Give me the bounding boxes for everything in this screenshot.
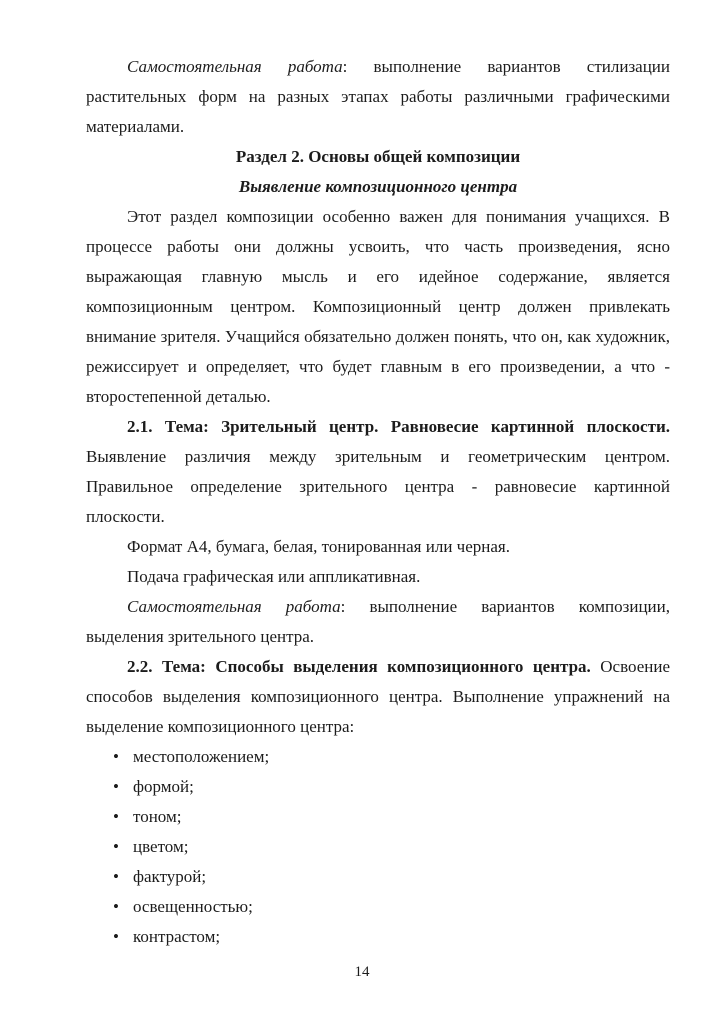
paragraph-selfwork-1 [86, 52, 670, 142]
selfwork-1-rest: : выполнение вариантов стилизации растительных форм на разных этапах работы различными графическими материалами. [86, 57, 670, 136]
topic-2-2-rest: Освоение способов выделения композиционного центра. Выполнение упражнений на выделение композиционного центра: [86, 657, 670, 736]
list-item-label: освещенностью; [133, 897, 253, 916]
paragraph-topic-2-1 [86, 412, 670, 532]
list-item-label: формой; [133, 777, 194, 796]
topic-2-2-lead: 2.2. Тема: Способы выделения композиционного центра. [127, 657, 591, 676]
list-item [86, 832, 670, 862]
list-item [86, 862, 670, 892]
topic-2-1-rest: Выявление различия между зрительным и геометрическим центром. Правильное определение зрительного центра - равновесие картинной плоскости. [86, 447, 670, 526]
list-item [86, 772, 670, 802]
topic-2-1-lead: 2.1. Тема: Зрительный центр. Равновесие картинной плоскости. [127, 417, 670, 436]
list-item [86, 922, 670, 952]
paragraph-podacha: Подача графическая или аппликативная. [127, 567, 421, 586]
section-subheading: Выявление композиционного центра [238, 177, 518, 196]
page-number: 14 [354, 964, 370, 980]
bullet-icon [113, 892, 119, 922]
selfwork-2-lead: Самостоятельная работа [127, 597, 341, 616]
paragraph-selfwork-2 [86, 592, 670, 652]
bullet-icon [113, 862, 119, 892]
bullet-list [86, 742, 670, 952]
paragraph-format: Формат А4, бумага, белая, тонированная или черная. [127, 537, 510, 556]
list-item [86, 742, 670, 772]
bullet-icon [113, 742, 119, 772]
list-item-label: тоном; [133, 807, 182, 826]
list-item-label: фактурой; [133, 867, 207, 886]
list-item-label: контрастом; [133, 927, 221, 946]
selfwork-1-lead: Самостоятельная работа [127, 57, 343, 76]
paragraph-intro: Этот раздел композиции особенно важен для понимания учащихся. В процессе работы они должны усвоить, что часть произведения, ясно выражающая главную мысль и его идейное содержание, является композиционным центром. Композиционный центр должен привлекать внимание зрителя. Учащийся обязательно должен понять, что он, как художник, режиссирует и определяет, что будет главным в его произведении, а что - второстепенной деталью. [86, 207, 670, 406]
section-heading: Раздел 2. Основы общей композиции [235, 147, 521, 166]
selfwork-2-rest: : выполнение вариантов композиции, выделения зрительного центра. [86, 597, 670, 646]
bullet-icon [113, 922, 119, 952]
bullet-icon [113, 802, 119, 832]
list-item [86, 892, 670, 922]
bullet-icon [113, 832, 119, 862]
paragraph-topic-2-2 [86, 652, 670, 742]
bullet-icon [113, 772, 119, 802]
list-item-label: местоположением; [133, 747, 270, 766]
list-item-label: цветом; [133, 837, 189, 856]
list-item [86, 802, 670, 832]
